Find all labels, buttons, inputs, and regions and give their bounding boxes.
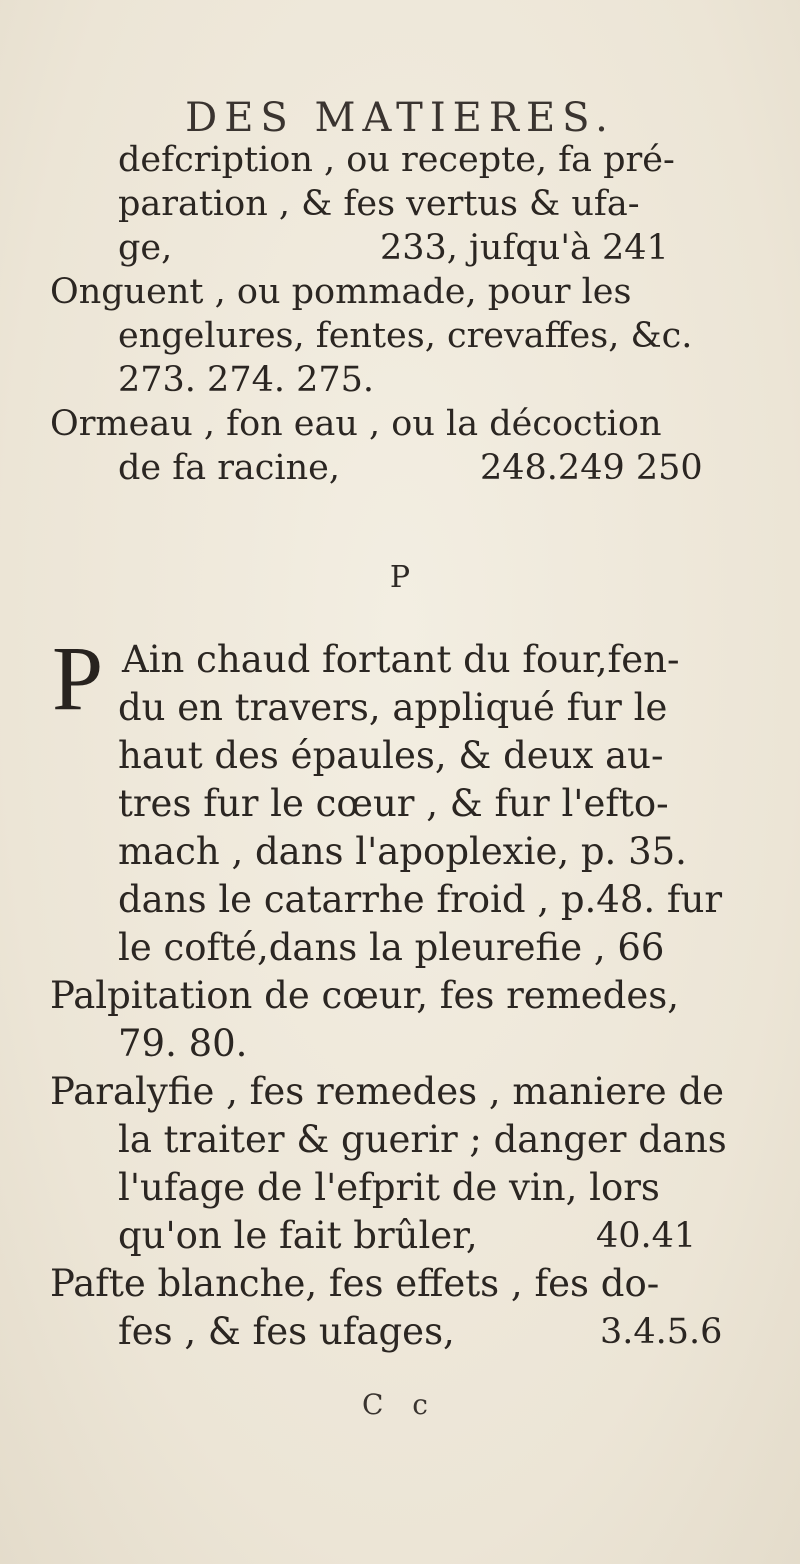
running-header: DES MATIERES. — [185, 95, 615, 141]
entry-line: Onguent , ou pommade, pour les — [50, 272, 632, 312]
entry-line: Pafte blanche, fes effets , fes do- — [50, 1262, 660, 1305]
entry-line: le cofté,dans la pleurefie , 66 — [118, 926, 665, 969]
drop-cap: P — [52, 627, 104, 729]
entry-line: ge, — [118, 228, 173, 268]
entry-line: Ain chaud fortant du four,fen- — [122, 638, 680, 681]
printer-signature: C c — [361, 1388, 438, 1421]
entry-line: qu'on le fait brûler, — [118, 1214, 478, 1257]
entry-line: 273. 274. 275. — [118, 360, 375, 400]
page-reference: 233, jufqu'à 241 — [380, 228, 669, 268]
entry-line: fes , & fes ufages, — [118, 1310, 455, 1353]
entry-line: mach , dans l'apoplexie, p. 35. — [118, 830, 687, 873]
page-reference: 40.41 — [596, 1216, 697, 1256]
section-letter: P — [389, 560, 411, 595]
page-reference: 3.4.5.6 — [600, 1312, 723, 1352]
entry-line: defcription , ou recepte, fa pré- — [118, 140, 675, 180]
entry-line: de fa racine, — [118, 448, 340, 488]
entry-line: paration , & fes vertus & ufa- — [118, 184, 640, 224]
entry-line: l'ufage de l'efprit de vin, lors — [118, 1166, 660, 1209]
entry-line: tres fur le cœur , & fur l'efto- — [118, 782, 669, 825]
entry-line: 79. 80. — [118, 1022, 248, 1065]
entry-line: engelures, fentes, crevaffes, &c. — [118, 316, 693, 356]
entry-line: la traiter & guerir ; danger dans — [118, 1118, 727, 1161]
entry-line: haut des épaules, & deux au- — [118, 734, 664, 777]
entry-line: Paralyfie , fes remedes , maniere de — [50, 1070, 725, 1113]
entry-line: Ormeau , fon eau , ou la décoction — [50, 404, 662, 444]
page-reference: 248.249 250 — [480, 448, 703, 488]
entry-line: du en travers, appliqué fur le — [118, 686, 668, 729]
entry-line: dans le catarrhe froid , p.48. fur — [118, 878, 723, 921]
entry-line: Palpitation de cœur, fes remedes, — [50, 974, 679, 1017]
